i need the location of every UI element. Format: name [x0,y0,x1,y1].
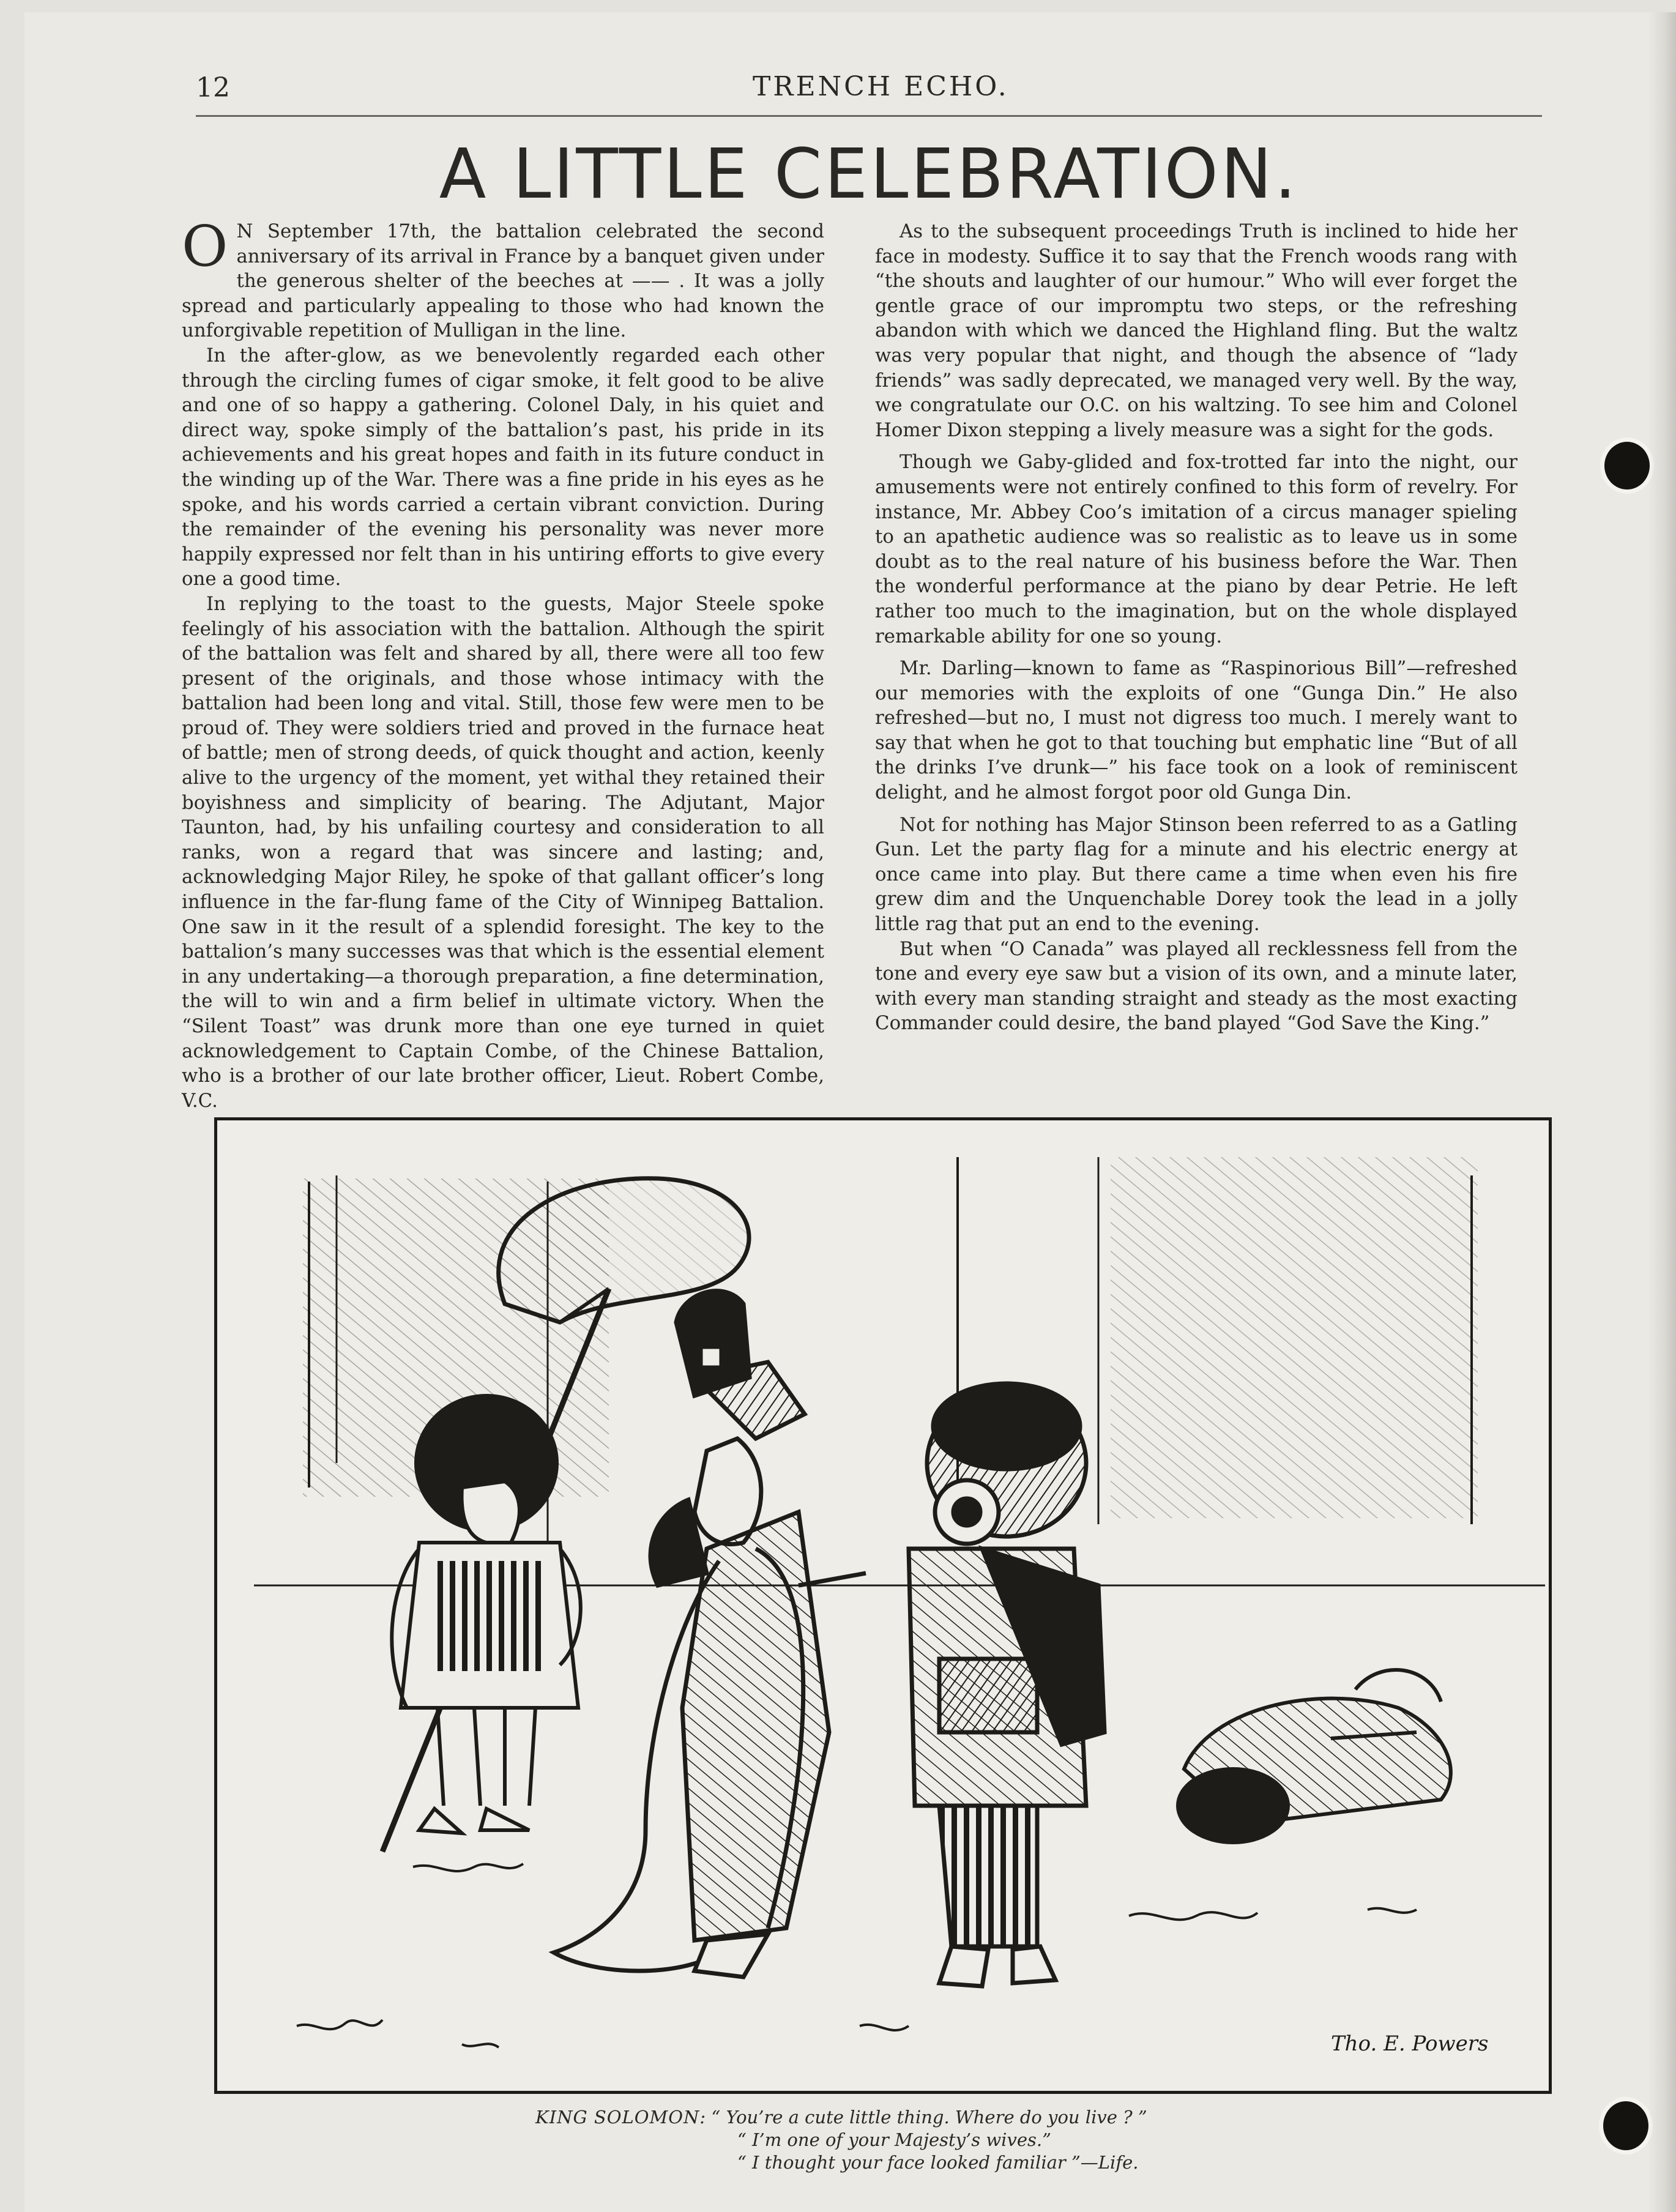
left-paragraph-1-text: N September 17th, the battalion celebrated the second anniversary of its arrival in France by a banquet given under the generous shelter of the beeches at —— . It was a jolly spread and particularly appealing to those who had known the unforgivable repetition of Mulligan in the line. [182,220,824,342]
cartoon-caption [535,2106,1147,2174]
left-paragraph-3: In replying to the toast to the guests, Major Steele spoke feelingly of his association with the battalion. Although the spirit of the battalion was felt and shared by all, there were all too few present of the originals, and those whose intimacy with the battalion had been long and vital. Still, those few were men to be proud of. They were soldiers tried and proved in the furnace heat of battle; men of strong deeds, of quick thought and action, keenly alive to the urgency of the moment, yet withal they retained their boyishness and simplicity of bearing. The Adjutant, Major Taunton, had, by his unfailing courtesy and consideration to all ranks, won a regard that was sincere and lasting; and, acknowledging Major Riley, he spoke of that gallant officer’s long influence in the far-flung fame of the City of Winnipeg Battalion. One saw in it the result of a splendid foresight. The key to the battalion’s many successes was that which is the essential element in any undertaking—a thorough preparation, a fine determination, the will to win and a firm belief in ultimate victory. When the “Silent Toast” was drunk more than one eye turned in quiet acknowledgement to Captain Combe, of the Chinese Battalion, who is a brother of our late brother officer, Lieut. Robert Combe, V.C. [182,592,824,1112]
left-paragraph-2: In the after-glow, as we benevolently regarded each other through the circling fumes of cigar smoke, it felt good to be alive and one of so happy a gathering. Colonel Daly, in his quiet and direct way, spoke simply of the battalion’s past, his pride in its achievements and his great hopes and faith in its future conduct in the winding up of the War. There was a fine pride in his eyes as he spoke, and his words carried a certain vibrant conviction. During the remainder of the evening his personality was never more happily expressed nor felt than in his untiring efforts to give every one a good time. [182,344,824,590]
caption-speaker: KING SOLOMON [535,2107,700,2128]
caption-line-3: “ I thought your face looked familiar ”—Life. [737,2152,1139,2173]
artist-signature: Tho. E. Powers [1331,2031,1489,2056]
binding-hole-top [1604,442,1650,490]
wife-figure [909,1383,1104,1986]
right-paragraph-4: Not for nothing has Major Stinson been referred to as a Gatling Gun. Let the party flag for a minute and his electric energy at once came into play. But there came a time when even his fire grew dim and the Unquenchable Dorey took the lead in a jolly little rag that put an end to the evening. [875,813,1518,936]
left-paragraph-1 [182,214,824,343]
right-paragraph-5: But when “O Canada” was played all recklessness fell from the tone and every eye saw but a vision of its own, and a minute later, with every man standing straight and steady as the most exacting Commander could desire, the band played “God Save the King.” [875,937,1518,1035]
left-column [182,214,824,1113]
drop-cap: O [182,214,228,279]
page-number: 12 [196,72,230,103]
right-paragraph-2: Though we Gaby-glided and fox-trotted far into the night, our amusements were not entirely confined to this form of revelry. For instance, Mr. Abbey Coo’s imitation of a circus manager spieling to an apathetic audience was so realistic as to leave us in some doubt as to the real nature of his business before the War. Then the wonderful performance at the piano by dear Petrie. He left rather too much to the imagination, but on the whole displayed remarkable ability for one so young. [875,451,1518,647]
binding-hole-bottom [1603,2101,1648,2150]
cartoon-drawing [217,1120,1549,2091]
cartoon-illustration [214,1117,1552,2094]
right-paragraph-3: Mr. Darling—known to fame as “Raspinorious Bill”—refreshed our memories with the exploits of one “Gunga Din.” He also refreshed—but no, I must not digress too much. I merely want to say that when he got to that touching but emphatic line “But of all the drinks I’ve drunk—” his face took on a look of reminiscent delight, and he almost forgot poor old Gunga Din. [875,657,1518,804]
article-title: A LITTLE CELEBRATION. [439,135,1299,214]
magazine-page [24,12,1676,2212]
header-rule [196,115,1542,117]
bowing-figures [1178,1670,1451,1842]
caption-line-1-text: “ You’re a cute little thing. Where do you live ? ” [711,2107,1147,2128]
running-title: TRENCH ECHO. [753,71,1009,102]
caption-line-1: KING SOLOMON: “ You’re a cute little thing. Where do you live ? ” [535,2107,1147,2128]
right-paragraph-1: As to the subsequent proceedings Truth is inclined to hide her face in modesty. Suffice it to say that the French woods rang with “the shouts and laughter of our humour.” Who will ever forget the gentle grace of our impromptu two steps, or the refreshing abandon with which we danced the Highland fling. But the waltz was very popular that night, and though the absence of “lady friends” was sadly deprecated, we managed very well. By the way, we congratulate our O.C. on his waltzing. To see him and Colonel Homer Dixon stepping a lively measure was a sight for the gods. [875,220,1518,441]
right-column [875,219,1518,1036]
servant-figure [392,1396,581,1833]
caption-line-2: “ I’m one of your Majesty’s wives.” [737,2129,1051,2150]
ground-marks [297,1864,1417,2047]
